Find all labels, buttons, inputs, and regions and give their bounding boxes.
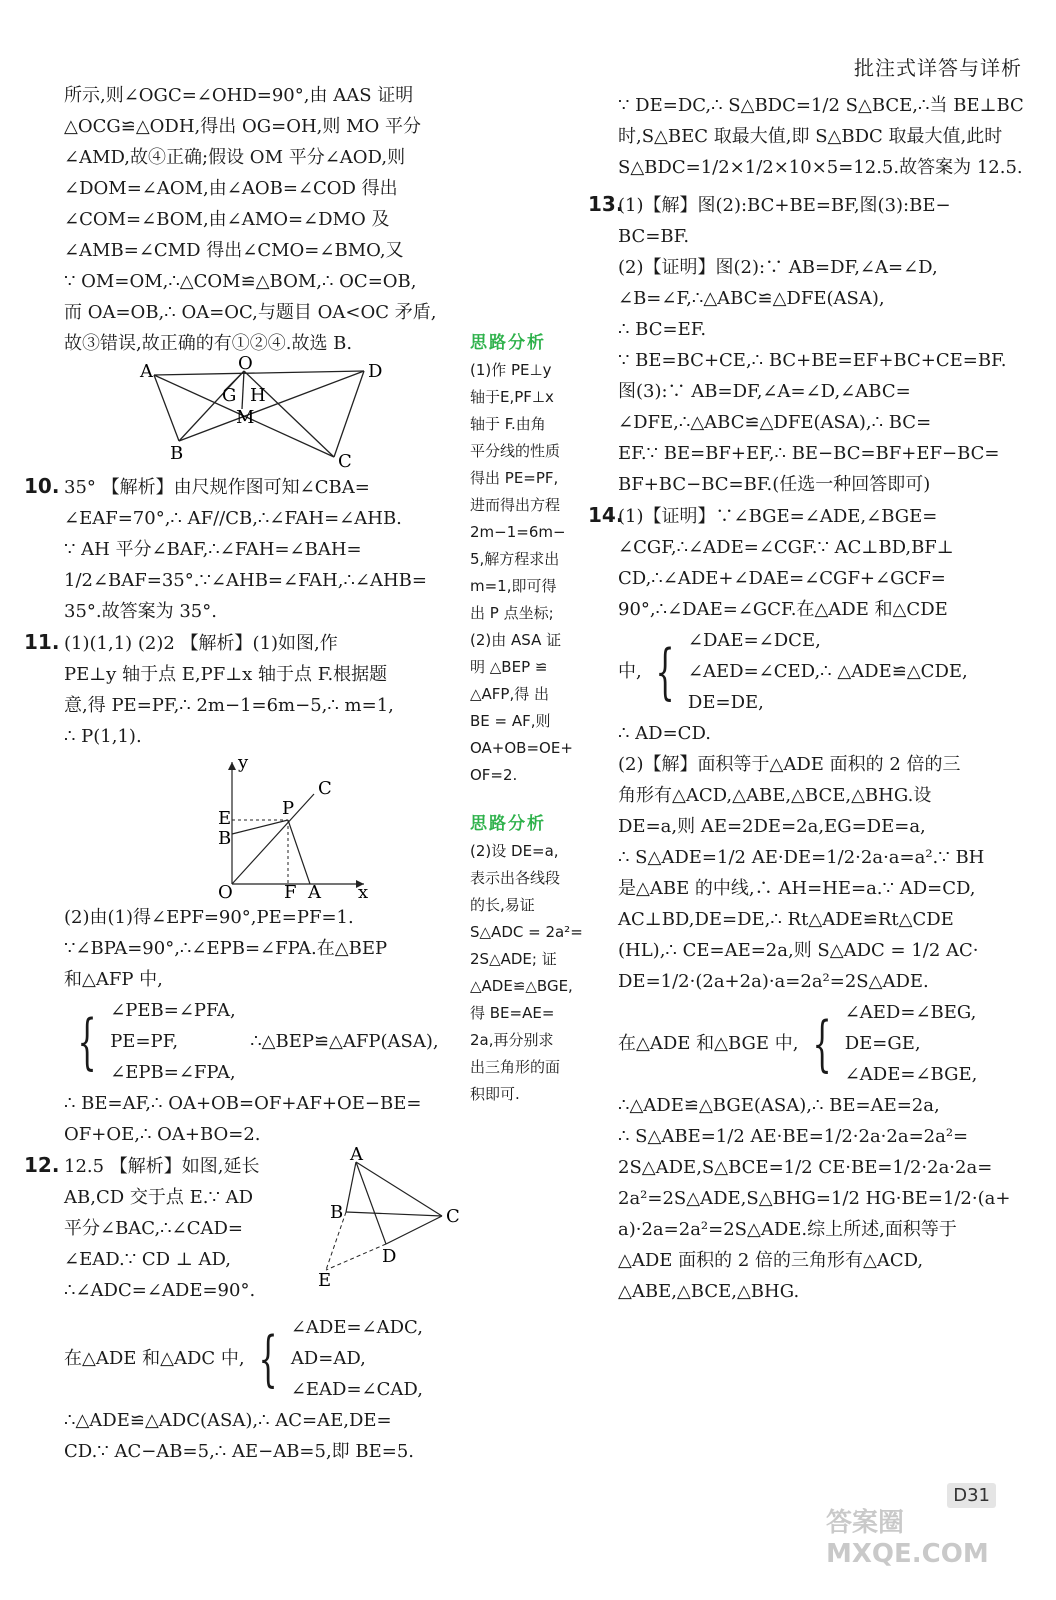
text-line: ∴△ADE≌△BGE(ASA),∴ BE=AE=2a, (618, 1095, 940, 1116)
geometry-figure-q9 (134, 353, 394, 472)
text-line: DE=a,则 AE=2DE=2a,EG=DE=a, (618, 816, 926, 837)
text-line: △ADE 面积的 2 倍的三角形有△ACD, (618, 1250, 924, 1271)
text-line: ∴ S△ADE=1/2 AE·DE=1/2·2a·a=a².∵ BH (618, 847, 985, 868)
text-line: S△BDC=1/2×1/2×10×5=12.5.故答案为 12.5. (618, 157, 1023, 178)
figure-q9 (64, 353, 464, 472)
text-line: 35°.故答案为 35°. (64, 601, 217, 622)
text-line: ∠CGF,∴∠ADE=∠CGF.∵ AC⊥BD,BF⊥ (618, 537, 954, 558)
note-line: 平分线的性质 (470, 442, 561, 460)
point-label: B (170, 443, 184, 464)
text-line: ∴ BC=EF. (618, 319, 707, 340)
axis-label: x (358, 882, 369, 903)
q9-tail (64, 80, 464, 359)
text-line: BC=BF. (618, 226, 690, 247)
note-line: S△ADC = 2a²= (470, 923, 583, 941)
analysis-tag: 思路分析 (470, 814, 546, 834)
note-line: (2)设 DE=a, (470, 842, 559, 860)
point-label: B (218, 828, 232, 849)
text-line: ∠EAF=70°,∴ AF//CB,∴∠FAH=∠AHB. (64, 508, 402, 529)
text-line: 角形有△ACD,△ABE,△BCE,△BHG.设 (618, 785, 932, 806)
system-line: ∠AED=∠CED,∴ △ADE≌△CDE, (687, 661, 968, 682)
right-column (588, 90, 1028, 1307)
text-line: 意,得 PE=PF,∴ 2m−1=6m−5,∴ m=1, (64, 695, 394, 716)
system-line: ∠AED=∠BEG, (844, 1002, 977, 1023)
text-line: 故③错误,故正确的有①②④.故选 B. (64, 333, 353, 354)
note-line: 出 P 点坐标; (470, 604, 554, 622)
text-line: ∠COM=∠BOM,由∠AMO=∠DMO 及 (64, 209, 390, 230)
text-line: 图(3):∵ AB=DF,∠A=∠D,∠ABC= (618, 381, 911, 402)
text-line: △OCG≌△ODH,得出 OG=OH,则 MO 平分 (64, 116, 422, 137)
note-line: 积即可. (470, 1085, 520, 1103)
text-line: ∠EAD.∵ CD ⊥ AD, (64, 1249, 231, 1270)
question-number: 11. (24, 630, 60, 654)
text-line: ∴ AD=CD. (618, 723, 711, 744)
point-label: A (308, 882, 321, 903)
text-line: (1)【证明】∵∠BGE=∠ADE,∠BGE= (618, 506, 938, 527)
point-label: C (446, 1206, 460, 1227)
note-line: △ADE≌△BGE, (470, 977, 573, 995)
text-line: ∵ DE=DC,∴ S△BDC=1/2 S△BCE,∴当 BE⊥BC (618, 95, 1024, 116)
text-line: ∵ BE=BC+CE,∴ BC+BE=EF+BC+CE=BF. (618, 350, 1007, 371)
point-label: A (140, 361, 153, 382)
system-line: ∠ADE=∠ADC, (290, 1317, 423, 1338)
question-10 (24, 471, 464, 627)
note-line: 出三角形的面 (470, 1058, 561, 1076)
equation-system (64, 1312, 464, 1405)
text-line: ∵ AH 平分∠BAF,∴∠FAH=∠BAH= (64, 539, 362, 560)
question-13 (588, 189, 1028, 500)
question-number: 13. (588, 192, 624, 216)
text-line: AB,CD 交于点 E.∵ AD (64, 1187, 254, 1208)
note-line: 2S△ADE; 证 (470, 950, 557, 968)
note-line: 5,解方程求出 (470, 550, 560, 568)
coordinate-figure-q11 (204, 754, 374, 902)
watermark-logo: 答案圈 MXQE.COM (826, 1508, 989, 1569)
text-line: ∠B=∠F,∴△ABC≌△DFE(ASA), (618, 288, 885, 309)
text-line: 90°,∴∠DAE=∠GCF.在△ADE 和△CDE (618, 599, 948, 620)
text-line: 和△AFP 中, (64, 969, 163, 990)
note-line: 轴于 F.由角 (470, 415, 546, 433)
system-result: ∴△BEP≌△AFP(ASA), (250, 1031, 439, 1052)
text-line: EF.∵ BE=BF+EF,∴ BE−BC=BF+EF−BC= (618, 443, 1000, 464)
point-label: P (282, 798, 295, 819)
text-line: 1/2∠BAF=35°.∵∠AHB=∠FAH,∴∠AHB= (64, 570, 427, 591)
text-line: 时,S△BEC 取最大值,即 S△BDC 取最大值,此时 (618, 126, 1003, 147)
note-line: 2m−1=6m− (470, 523, 566, 541)
equation-system (64, 995, 464, 1088)
text-line: ∠DFE,∴△ABC≌△DFE(ASA),∴ BC= (618, 412, 932, 433)
point-label: C (318, 778, 332, 799)
system-prefix: 在△ADE 和△ADC 中, (64, 1348, 245, 1369)
point-label: O (218, 882, 233, 903)
text-line: 平分∠BAC,∴∠CAD= (64, 1218, 243, 1239)
text-line: ∠AMD,故④正确;假设 OM 平分∠AOD,则 (64, 147, 406, 168)
note-line: 得 BE=AE= (470, 1004, 555, 1022)
system-line: DE=DE, (687, 692, 764, 713)
text-line: ∠DOM=∠AOM,由∠AOB=∠COD 得出 (64, 178, 398, 199)
text-line: 而 OA=OB,∴ OA=OC,与题目 OA<OC 矛盾, (64, 302, 437, 323)
equation-system (618, 625, 1028, 718)
point-label: D (382, 1246, 397, 1267)
system-line: ∠EPB=∠FPA, (110, 1062, 236, 1083)
text-line: (1)(1,1) (2)2 【解析】(1)如图,作 (64, 633, 338, 654)
note-line: 轴于E,PF⊥x (470, 388, 554, 406)
note-line: 得出 PE=PF, (470, 469, 559, 487)
system-prefix: 中, (618, 661, 642, 682)
margin-notes (470, 330, 602, 1108)
note-line: (1)作 PE⊥y (470, 361, 552, 379)
text-line: ∵∠BPA=90°,∴∠EPB=∠FPA.在△BEP (64, 938, 388, 959)
point-label: E (318, 1270, 332, 1291)
point-label: G (222, 385, 237, 406)
axis-label: y (238, 752, 249, 773)
figure-q11 (64, 752, 464, 902)
point-label: D (368, 361, 383, 382)
text-line: 2a²=2S△ADE,S△BHG=1/2 HG·BE=1/2·(a+ (618, 1188, 1011, 1209)
text-line: (2)【解】面积等于△ADE 面积的 2 倍的三 (618, 754, 961, 775)
note-block-2 (470, 838, 602, 1108)
note-line: BE = AF,则 (470, 712, 551, 730)
text-line: CD,∴∠ADE+∠DAE=∠CGF+∠GCF= (618, 568, 946, 589)
text-line: 是△ABE 的中线,∴ AH=HE=a.∵ AD=CD, (618, 878, 976, 899)
text-line: △ABE,△BCE,△BHG. (618, 1281, 800, 1302)
brace-symbol: { (77, 1006, 97, 1077)
point-label: C (338, 451, 352, 472)
question-12 (24, 1144, 464, 1467)
system-line: PE=PF, (110, 1031, 179, 1052)
note-line: (2)由 ASA 证 (470, 631, 562, 649)
note-line: 明 △BEP ≌ (470, 658, 548, 676)
note-block-1 (470, 357, 602, 789)
note-line: 进而得出方程 (470, 496, 561, 514)
equation-system (618, 997, 1028, 1090)
note-line: 表示出各线段 (470, 869, 561, 887)
brace-symbol: { (812, 1008, 832, 1079)
note-line: 2a,再分别求 (470, 1031, 554, 1049)
geometry-figure-q12 (316, 1144, 466, 1291)
text-line: ∴ S△ABE=1/2 AE·BE=1/2·2a·2a=2a²= (618, 1126, 969, 1147)
text-line: AC⊥BD,DE=DE,∴ Rt△ADE≌Rt△CDE (618, 909, 954, 930)
point-label: E (218, 808, 232, 829)
text-line: DE=1/2·(2a+2a)·a=2a²=2S△ADE. (618, 971, 929, 992)
text-line: 所示,则∠OGC=∠OHD=90°,由 AAS 证明 (64, 85, 414, 106)
note-line: m=1,即可得 (470, 577, 557, 595)
system-line: ∠EAD=∠CAD, (290, 1379, 423, 1400)
text-line: OF+OE,∴ OA+BO=2. (64, 1124, 261, 1145)
text-line: 2S△ADE,S△BCE=1/2 CE·BE=1/2·2a·2a= (618, 1157, 993, 1178)
question-number: 10. (24, 474, 60, 498)
brace-symbol: { (655, 636, 675, 707)
point-label: F (284, 882, 297, 903)
point-label: O (238, 353, 253, 374)
point-label: A (350, 1144, 363, 1165)
text-line: ∴△ADE≌△ADC(ASA),∴ AC=AE,DE= (64, 1410, 392, 1431)
note-line: OF=2. (470, 766, 518, 784)
system-line: ∠PEB=∠PFA, (110, 1000, 236, 1021)
note-line: △AFP,得 出 (470, 685, 550, 703)
text-line: ∠AMB=∠CMD 得出∠CMO=∠BMO,又 (64, 240, 404, 261)
text-line: BF+BC−BC=BF.(任选一种回答即可) (618, 474, 931, 495)
text-line: PE⊥y 轴于点 E,PF⊥x 轴于点 F.根据题 (64, 664, 388, 685)
left-column (24, 80, 464, 1467)
text-line: (1)【解】图(2):BC+BE=BF,图(3):BE− (618, 195, 951, 216)
note-line: OA+OB=OE+ (470, 739, 573, 757)
system-line: AD=AD, (290, 1348, 366, 1369)
text-line: a)·2a=2a²=2S△ADE.综上所述,面积等于 (618, 1219, 957, 1240)
page-number: D31 (947, 1483, 996, 1508)
question-11 (24, 627, 464, 1150)
question-number: 14. (588, 503, 624, 527)
brace-symbol: { (258, 1323, 278, 1394)
note-line: 的长,易证 (470, 896, 535, 914)
system-line: DE=GE, (844, 1033, 921, 1054)
text-line: CD.∵ AC−AB=5,∴ AE−AB=5,即 BE=5. (64, 1441, 415, 1462)
text-line: 12.5 【解析】如图,延长 (64, 1156, 260, 1177)
point-label: H (250, 385, 266, 406)
text-line: ∴∠ADC=∠ADE=90°. (64, 1280, 256, 1301)
system-line: ∠ADE=∠BGE, (844, 1064, 978, 1085)
point-label: M (236, 407, 255, 428)
text-line: (2)【证明】图(2):∵ AB=DF,∠A=∠D, (618, 257, 938, 278)
question-14 (588, 500, 1028, 1307)
q12-continued (618, 90, 1028, 183)
text-line: (2)由(1)得∠EPF=90°,PE=PF=1. (64, 907, 354, 928)
question-number: 12. (24, 1153, 60, 1177)
page-header: 批注式详答与详析 (854, 56, 1022, 80)
system-prefix: 在△ADE 和△BGE 中, (618, 1033, 799, 1054)
system-line: ∠DAE=∠DCE, (687, 630, 821, 651)
point-label: B (330, 1202, 344, 1223)
text-line: ∵ OM=OM,∴△COM≌△BOM,∴ OC=OB, (64, 271, 417, 292)
text-line: ∴ P(1,1). (64, 726, 142, 747)
analysis-tag: 思路分析 (470, 333, 546, 353)
text-line: (HL),∴ CE=AE=2a,则 S△ADC = 1/2 AC· (618, 940, 979, 961)
text-line: ∴ BE=AF,∴ OA+OB=OF+AF+OE−BE= (64, 1093, 422, 1114)
text-line: 35° 【解析】由尺规作图可知∠CBA= (64, 477, 370, 498)
